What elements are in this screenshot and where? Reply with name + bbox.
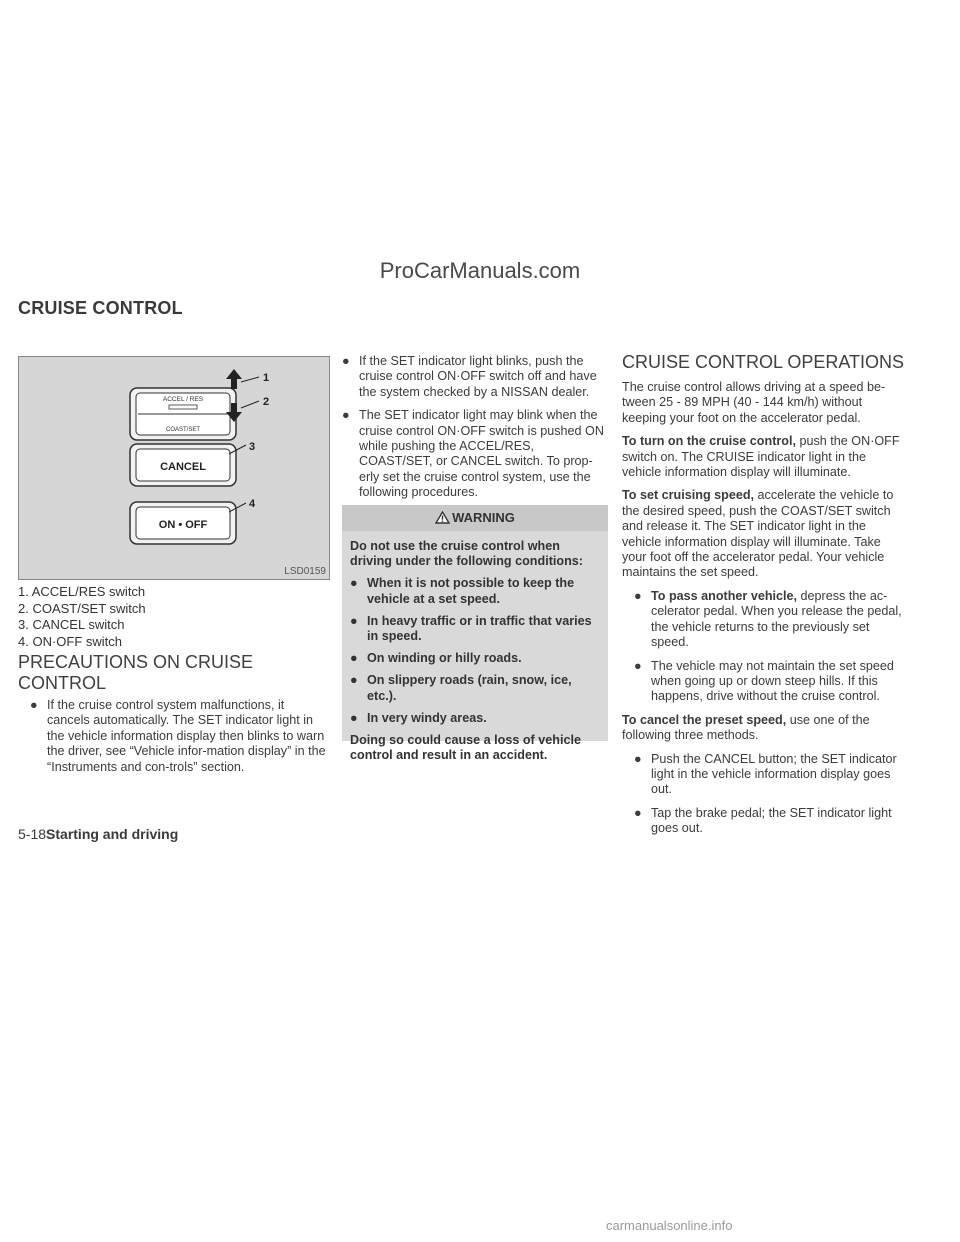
up-arrow-icon xyxy=(226,369,242,389)
turn-on-lead: To turn on the cruise control, xyxy=(622,434,796,449)
figure-legend xyxy=(18,584,146,650)
bullet-icon: ● xyxy=(342,354,350,368)
precautions-heading-line1: PRECAUTIONS ON CRUISE xyxy=(18,652,254,672)
page-number: 5-18 xyxy=(18,826,47,842)
bullet-text: If the cruise control system malfunctions, it cancels automatically. The SET indicator light in the vehicle information display then blinks to warn the driver, see “Vehicle infor-mation display” in the “Instruments and con-trols” section. xyxy=(47,698,326,774)
operations-body xyxy=(622,380,904,845)
warning-header xyxy=(342,505,608,531)
legend-item: 3. CANCEL switch xyxy=(18,617,125,632)
precautions-heading-line2: CONTROL xyxy=(18,673,107,693)
turn-on-text: push the ON·OFF switch on. The CRUISE indicator light in the vehicle information display will illuminate. xyxy=(622,434,900,480)
chapter-title: Starting and driving xyxy=(46,826,179,842)
watermark-bottom: carmanualsonline.info xyxy=(606,1218,733,1233)
warning-box xyxy=(342,505,608,763)
warning-item: When it is not possible to keep the vehicle at a set speed. xyxy=(367,576,575,606)
bullet-icon: ● xyxy=(634,805,642,820)
cancel-label: CANCEL xyxy=(160,461,206,473)
callout-1: 1 xyxy=(263,372,270,384)
turn-on-paragraph xyxy=(622,434,904,480)
precautions-heading xyxy=(18,652,330,694)
warning-outro: Doing so could cause a loss of vehicle control and result in an accident. xyxy=(350,733,581,763)
cancel-text: use one of the following three methods. xyxy=(622,712,870,743)
bullet-text: The SET indicator light may blink when the cruise control ON·OFF switch is pushed ON while pushing the ACCEL/RES, COAST/SET, or CANCEL switch. To prop-erly set the cruise control system, use the following procedures. xyxy=(359,408,604,500)
set-speed-lead: To set cruising speed, xyxy=(622,488,755,503)
bullet-icon: ● xyxy=(634,588,642,603)
accel-res-label: ACCEL / RES xyxy=(162,396,204,403)
callout-4: 4 xyxy=(249,498,256,510)
cancel-lead: To cancel the preset speed, xyxy=(622,712,787,727)
warning-item: In heavy traffic or in traffic that varies in speed. xyxy=(367,613,592,644)
warning-intro: Do not use the cruise control when driving under the following conditions: xyxy=(350,539,583,569)
operations-heading: CRUISE CONTROL OPERATIONS xyxy=(622,352,905,372)
callout-2: 2 xyxy=(263,396,270,408)
bullet-icon: ● xyxy=(342,408,350,423)
hills-text: The vehicle may not maintain the set speed when going up or down steep hills. If this happens, drive without the cruise control. xyxy=(651,658,894,704)
warning-item: On slippery roads (rain, snow, ice, etc.). xyxy=(367,673,572,703)
onoff-label: ON • OFF xyxy=(158,519,208,531)
section-title: CRUISE CONTROL xyxy=(18,298,183,318)
set-speed-paragraph xyxy=(622,488,904,580)
callout-3: 3 xyxy=(249,441,256,453)
cancel-method-2: Tap the brake pedal; the SET indicator light goes out. xyxy=(651,805,892,836)
set-speed-text: accelerate the vehicle to the desired speed, push the COAST/SET switch and release it. The SET indicator light in the vehicle information display will illuminate. Take your foot off the accelerator pedal. Your vehicle maintains the set speed. xyxy=(622,488,894,580)
switch-figure xyxy=(18,356,330,580)
page-footer xyxy=(18,826,178,842)
warning-item: On winding or hilly roads. xyxy=(367,651,522,666)
legend-item: 4. ON·OFF switch xyxy=(18,633,123,649)
watermark-top: ProCarManuals.com xyxy=(379,258,581,283)
legend-item: 1. ACCEL/RES switch xyxy=(18,584,146,599)
bullet-icon: ● xyxy=(350,710,358,725)
bullet-icon: ● xyxy=(350,673,358,688)
warning-body xyxy=(342,531,608,763)
operations-intro: The cruise control allows driving at a speed be-tween 25 - 89 MPH (40 - 144 km/h) without keeping your foot on the accelerator pedal. xyxy=(622,380,886,425)
warning-item: In very windy areas. xyxy=(367,710,487,725)
bullet-icon: ● xyxy=(350,651,358,666)
bullet-icon: ● xyxy=(350,576,358,591)
switch-diagram xyxy=(19,357,329,579)
figure-code: LSD0159 xyxy=(284,566,326,577)
precautions-bullet-1 xyxy=(30,698,328,783)
bullet-text: If the SET indicator light blinks, push the cruise control ON·OFF switch off and have the system checked by a NISSAN dealer. xyxy=(359,354,597,399)
warning-title: WARNING xyxy=(452,510,515,525)
warning-triangle-icon xyxy=(435,511,450,524)
bullet-icon: ● xyxy=(634,658,642,673)
bullet-icon: ● xyxy=(30,698,38,712)
bullet-icon: ● xyxy=(634,751,642,766)
coast-set-label: COAST/SET xyxy=(165,427,201,433)
bullet-icon: ● xyxy=(350,613,358,628)
cancel-method-1: Push the CANCEL button; the SET indicator light in the vehicle information display goes out. xyxy=(651,751,897,797)
legend-item: 2. COAST/SET switch xyxy=(18,600,146,616)
precautions-bullets-continued xyxy=(342,354,608,509)
pass-lead: To pass another vehicle, xyxy=(651,588,798,603)
cancel-paragraph xyxy=(622,713,904,744)
pass-text: depress the ac-celerator pedal. When you release the pedal, the vehicle returns to the previously set speed. xyxy=(651,588,902,650)
